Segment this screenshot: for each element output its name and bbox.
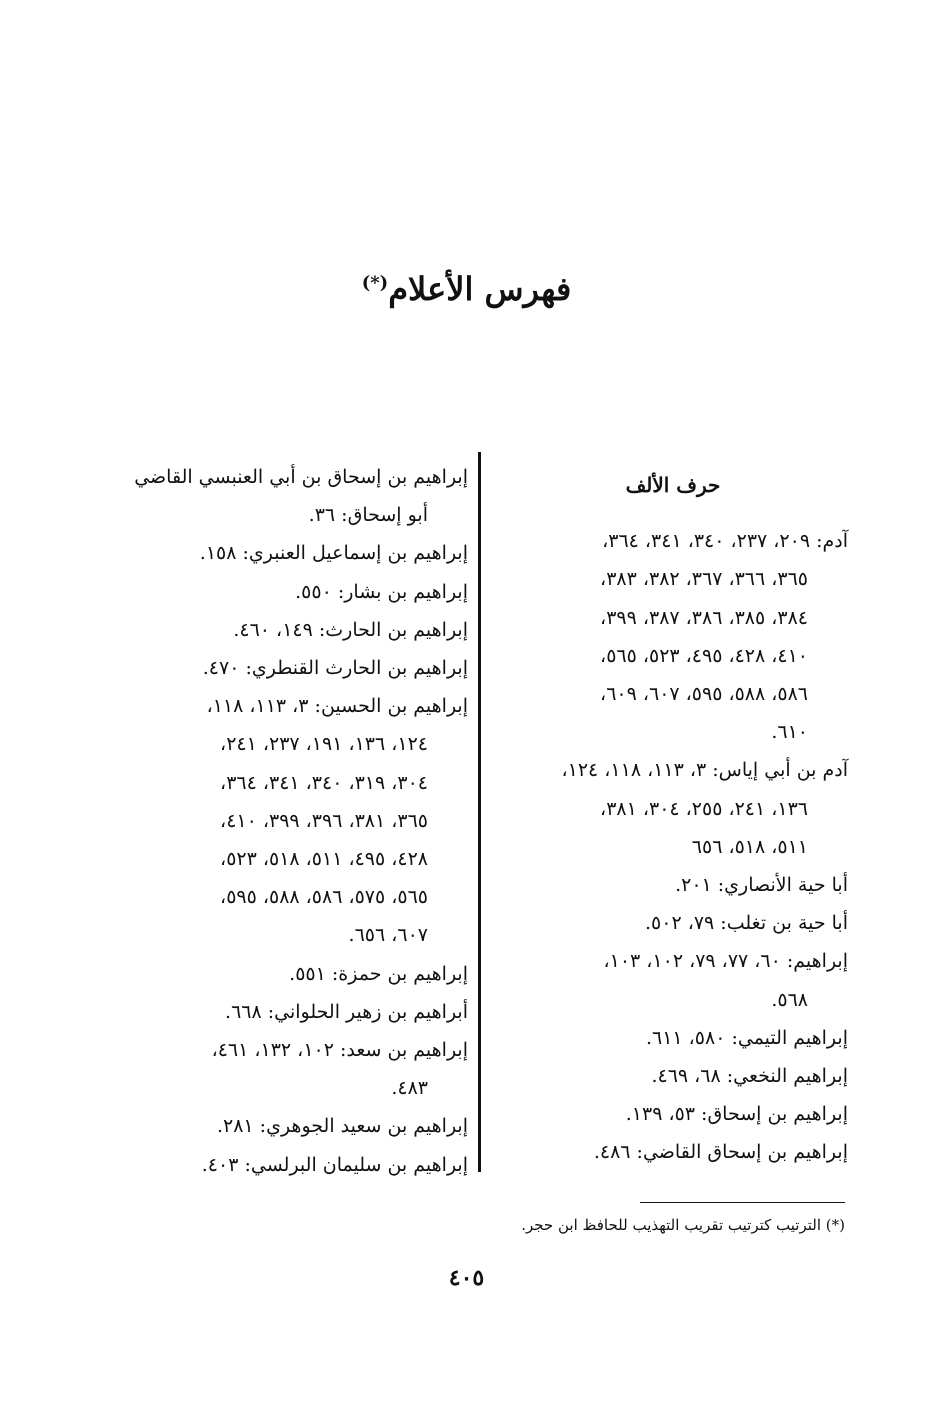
index-line: ٣٦٥، ٣٨١، ٣٩٦، ٣٩٩، ٤١٠،: [220, 809, 428, 832]
index-line: إبراهيم بن الحسين: ٣، ١١٣، ١١٨،: [206, 695, 468, 718]
index-line: إبراهيم بن إسماعيل العنبري: ١٥٨.: [199, 542, 468, 565]
index-line: إبراهيم النخعي: ٦٨، ٤٦٩.: [651, 1065, 848, 1088]
index-line: إبراهيم بن إسحاق القاضي: ٤٨٦.: [593, 1141, 848, 1164]
index-line: ٤١٠، ٤٢٨، ٤٩٥، ٥٢٣، ٥٦٥،: [600, 644, 808, 667]
index-line: إبراهيم بن سليمان البرلسي: ٤٠٣.: [201, 1153, 468, 1176]
index-line: ٣٨٤، ٣٨٥، ٣٨٦، ٣٨٧، ٣٩٩،: [600, 606, 808, 629]
footnote-separator: [640, 1202, 845, 1203]
index-line: ١٣٦، ٢٤١، ٢٥٥، ٣٠٤، ٣٨١،: [600, 797, 808, 820]
page-number: ٤٠٥: [448, 1265, 485, 1291]
index-line: ٦١٠.: [771, 721, 808, 744]
footnote: (*) الترتيب كترتيب تقريب التهذيب للحافظ ابن حجر.: [521, 1216, 845, 1234]
index-line: إبراهيم: ٦٠، ٧٧، ٧٩، ١٠٢، ١٠٣،: [603, 950, 848, 973]
index-line: ٣٠٤، ٣١٩، ٣٤٠، ٣٤١، ٣٦٤،: [220, 771, 428, 794]
index-line: ٥٦٨.: [771, 988, 808, 1011]
index-line: ٣٦٥، ٣٦٦، ٣٦٧، ٣٨٢، ٣٨٣،: [600, 568, 808, 591]
index-line: ١٢٤، ١٣٦، ١٩١، ٢٣٧، ٢٤١،: [220, 733, 428, 756]
index-line: إبراهيم بن بشار: ٥٥٠.: [295, 580, 468, 603]
index-column-left: [110, 458, 468, 1184]
index-line: إبراهيم التيمي: ٥٨٠، ٦١١.: [645, 1026, 848, 1049]
index-line: أبراهيم بن زهير الحلواني: ٦٦٨.: [225, 1000, 468, 1023]
index-column-right: [498, 466, 848, 1172]
column-divider: [478, 452, 481, 1172]
index-line: ٦٠٧، ٦٥٦.: [348, 924, 428, 947]
index-line: إبراهيم بن الحارث: ١٤٩، ٤٦٠.: [233, 618, 468, 641]
index-line: أبا حية الأنصاري: ٢٠١.: [675, 874, 848, 897]
index-line: ٤٢٨، ٤٩٥، ٥١١، ٥١٨، ٥٢٣،: [220, 848, 428, 871]
index-line: ٥٨٦، ٥٨٨، ٥٩٥، ٦٠٧، ٦٠٩،: [600, 683, 808, 706]
index-line: إبراهيم بن الحارث القنطري: ٤٧٠.: [202, 657, 468, 680]
index-line: ٤٨٣.: [391, 1077, 428, 1100]
section-heading: حرف الألف: [625, 473, 721, 497]
index-line: أبا حية بن تغلب: ٧٩، ٥٠٢.: [645, 912, 848, 935]
index-line: إبراهيم بن سعيد الجوهري: ٢٨١.: [216, 1115, 468, 1138]
index-line: ٥٦٥، ٥٧٥، ٥٨٦، ٥٨٨، ٥٩٥،: [220, 886, 428, 909]
index-line: آدم بن أبي إياس: ٣، ١١٣، ١١٨، ١٢٤،: [561, 759, 848, 782]
title-text: فهرس الأعلام: [388, 270, 572, 308]
index-line: إبراهيم بن إسحاق بن أبي العنبسي القاضي: [134, 466, 468, 488]
index-line: إبراهيم بن سعد: ١٠٢، ١٣٢، ٤٦١،: [211, 1039, 468, 1062]
index-line: إبراهيم بن إسحاق: ٥٣، ١٣٩.: [625, 1103, 848, 1126]
index-line: إبراهيم بن حمزة: ٥٥١.: [289, 962, 468, 985]
title-footnote-mark: (*): [361, 272, 389, 294]
index-line: ٥١١، ٥١٨، ٦٥٦: [691, 835, 808, 858]
index-line: آدم: ٢٠٩، ٢٣٧، ٣٤٠، ٣٤١، ٣٦٤،: [602, 530, 848, 553]
index-line: أبو إسحاق: ٣٦.: [308, 504, 428, 527]
page-title: [0, 270, 933, 308]
